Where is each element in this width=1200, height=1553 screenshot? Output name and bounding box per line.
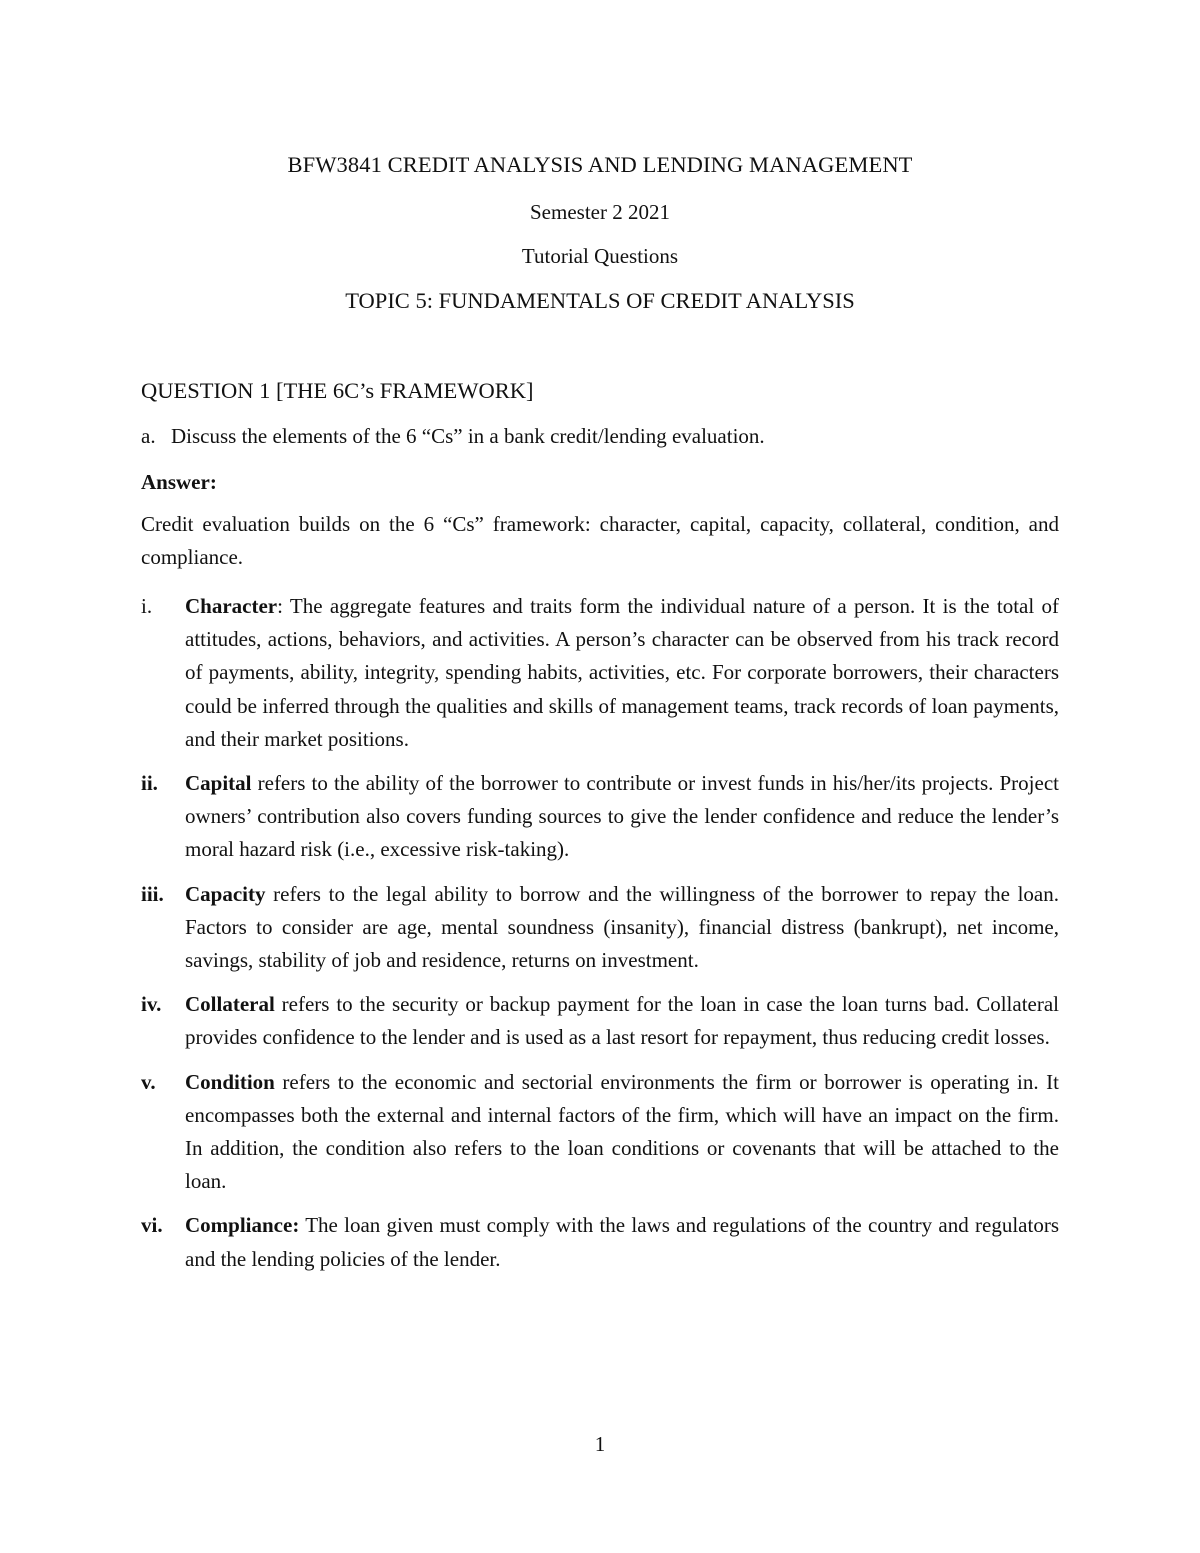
list-term: Condition xyxy=(185,1069,275,1094)
list-text: The loan given must comply with the laws and regulations of the country and regulators and the lending policies of the lender. xyxy=(185,1213,1059,1271)
list-item-condition xyxy=(141,1066,1059,1199)
list-text: refers to the security or backup payment for the loan in case the loan turns bad. Collateral provides confidence to the lender and is used as a last resort for repayment, thus reducing credit losses. xyxy=(185,992,1059,1050)
list-item-collateral xyxy=(141,988,1059,1054)
course-title: BFW3841 CREDIT ANALYSIS AND LENDING MANAGEMENT xyxy=(287,152,913,177)
list-text: The aggregate features and traits form the individual nature of a person. It is the total of attitudes, actions, behaviors, and activities. A person’s character can be observed from his track record of payments, ability, integrity, spending habits, activities, etc. For corporate borrowers, their characters could be inferred through the qualities and skills of management teams, track records of loan payments, and their market positions. xyxy=(185,594,1059,751)
list-term-separator: : xyxy=(277,594,283,618)
list-term: Capital xyxy=(185,771,252,796)
list-numeral: iii. xyxy=(141,881,164,906)
list-numeral: ii. xyxy=(141,771,158,796)
list-text: refers to the legal ability to borrow and the willingness of the borrower to repay the loan. Factors to consider are age, mental soundness (insanity), financial distress (bankrupt), net income, savings, stability of job and residence, returns on investment. xyxy=(185,881,1059,973)
list-numeral: v. xyxy=(141,1069,156,1094)
document-type: Tutorial Questions xyxy=(521,244,679,268)
answer-intro: Credit evaluation builds on the 6 “Cs” framework: character, capital, capacity, collateral, condition, and compliance. xyxy=(141,512,1059,569)
list-term: Character xyxy=(185,594,278,618)
list-text: refers to the economic and sectorial environments the firm or borrower is operating in. It encompasses both the external and internal factors of the firm, which will have an impact on the firm. In addition, the condition also refers to the loan conditions or covenants that will be attached to the loan. xyxy=(185,1069,1059,1194)
question-part-text: Discuss the elements of the 6 “Cs” in a bank credit/lending evaluation. xyxy=(171,424,765,448)
topic-title: TOPIC 5: FUNDAMENTALS OF CREDIT ANALYSIS xyxy=(345,288,855,313)
list-term: Capacity xyxy=(185,881,266,906)
six-cs-list xyxy=(141,590,1059,1287)
list-numeral: vi. xyxy=(141,1213,163,1238)
list-item-capacity xyxy=(141,878,1059,978)
list-term: Compliance: xyxy=(185,1213,300,1238)
answer-label: Answer: xyxy=(141,470,217,494)
list-text: refers to the ability of the borrower to contribute or invest funds in his/her/its projects. Project owners’ contribution also covers funding sources to give the lender confidence and reduce the lender’s moral hazard risk (i.e., excessive risk-taking). xyxy=(185,771,1059,862)
list-numeral: iv. xyxy=(141,992,162,1017)
list-numeral: i. xyxy=(141,594,153,618)
semester-line: Semester 2 2021 xyxy=(530,200,670,224)
page-number: 1 xyxy=(594,1432,606,1456)
question-part-marker: a. xyxy=(141,424,156,448)
list-item-compliance xyxy=(141,1209,1059,1275)
list-term: Collateral xyxy=(185,992,275,1017)
list-item-character xyxy=(141,590,1059,756)
list-item-capital xyxy=(141,767,1059,867)
question-part-a xyxy=(141,424,1061,449)
question-heading: QUESTION 1 [THE 6C’s FRAMEWORK] xyxy=(141,378,534,403)
